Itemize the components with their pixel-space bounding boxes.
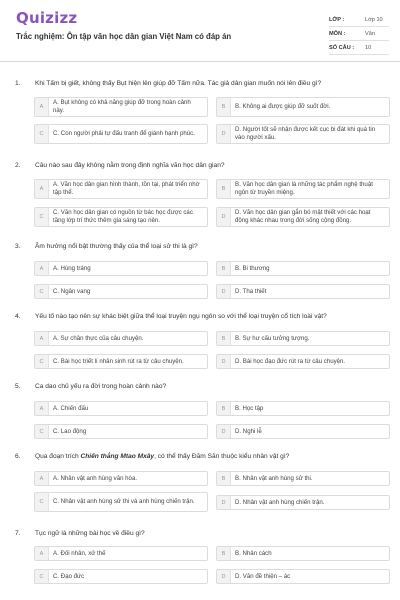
option-letter: A (35, 472, 49, 485)
quizizz-logo[interactable]: Quizizz (16, 9, 78, 27)
option-text: B. Bi thương (235, 264, 270, 272)
option-b[interactable] (216, 261, 390, 276)
option-c[interactable] (34, 569, 208, 584)
question-number: 2. (15, 162, 21, 169)
option-c[interactable] (34, 284, 208, 299)
option-c[interactable] (34, 207, 208, 227)
option-b[interactable] (216, 331, 390, 346)
question-text: Khi Tấm bị giết, không thấy Bụt hiện lên giúp đỡ Tấm nữa. Tác giả dân gian muốn nói lên điều gì? (35, 80, 322, 87)
option-a[interactable] (34, 546, 208, 561)
question-text (35, 453, 385, 460)
option-letter: C (35, 425, 49, 438)
option-text: D. Nhân vật anh hùng chiến trận. (235, 498, 325, 506)
option-letter: B (217, 547, 231, 560)
option-b[interactable] (216, 471, 390, 486)
option-letter: D (217, 125, 231, 143)
option-d[interactable] (216, 284, 390, 299)
option-text: D. Tha thiết (235, 287, 267, 295)
question-text-part: , có thể thấy Đăm Săn thuộc kiểu nhân vật gì? (154, 453, 290, 460)
option-a[interactable] (34, 331, 208, 346)
option-b[interactable] (216, 546, 390, 561)
option-letter: C (35, 285, 49, 298)
option-text: D. Nghi lễ (235, 427, 262, 435)
option-letter: C (35, 570, 49, 583)
option-letter: B (217, 98, 231, 116)
option-text: A. Bụt không có khả năng giúp đỡ trong hoàn cảnh này. (53, 99, 191, 114)
option-letter: C (35, 355, 49, 368)
option-letter: D (217, 425, 231, 438)
option-letter: A (35, 332, 49, 345)
meta-class (329, 13, 389, 27)
option-text: B. Văn học dân gian là những tác phẩm nghệ thuật ngôn từ truyền miệng. (235, 181, 373, 196)
question-count-value: 10 (365, 45, 372, 51)
meta-subject (329, 27, 389, 41)
option-text: C. Ngân vang (53, 287, 91, 295)
option-a[interactable] (34, 401, 208, 416)
option-text: B. Không ai được giúp đỡ suốt đời. (235, 103, 331, 111)
option-letter: C (35, 208, 49, 226)
option-letter: D (217, 496, 231, 509)
option-c[interactable] (34, 124, 208, 144)
option-c[interactable] (34, 424, 208, 439)
option-b[interactable] (216, 97, 390, 117)
option-letter: B (217, 472, 231, 485)
option-text: C. Bài học triết lí nhân sinh rút ra từ câu chuyện. (53, 357, 184, 365)
option-a[interactable] (34, 179, 208, 199)
subject-label: MÔN : (329, 31, 346, 37)
option-letter: D (217, 570, 231, 583)
option-a[interactable] (34, 261, 208, 276)
question-text: Âm hưởng nổi bật thường thấy của thể loại sử thi là gì? (35, 243, 198, 250)
question-number: 3. (15, 243, 21, 250)
option-text: A. Văn học dân gian hình thành, tồn tại, phát triển nhờ tập thể. (53, 181, 200, 196)
option-d[interactable] (216, 495, 390, 510)
option-c[interactable] (34, 354, 208, 369)
question-number: 4. (15, 313, 21, 320)
option-text: D. Văn học dân gian gắn bó mật thiết với các hoạt động khác nhau trong đời sống cộng đồng. (235, 209, 371, 224)
option-letter: A (35, 98, 49, 116)
question-text-part: Qua đoạn trích (35, 453, 81, 460)
question-text: Yếu tố nào tạo nên sự khác biệt giữa thể loại truyện ngụ ngôn so với thể loại truyện cổ tích loài vật? (35, 313, 327, 320)
option-a[interactable] (34, 97, 208, 117)
option-text: A. Đối nhân, xử thế (53, 549, 106, 557)
option-letter: A (35, 547, 49, 560)
option-letter: A (35, 180, 49, 198)
option-text: B. Sự hư cấu tưởng tượng. (235, 334, 310, 342)
option-b[interactable] (216, 401, 390, 416)
option-letter: A (35, 402, 49, 415)
worksheet-header (0, 0, 400, 62)
question-number: 6. (15, 453, 21, 460)
excerpt-title: Chiến thắng Mtao Mxây (80, 453, 155, 460)
class-label: LỚP : (329, 17, 345, 23)
option-letter: B (217, 332, 231, 345)
question-number: 1. (15, 80, 21, 87)
option-text: A. Chiến đấu (53, 404, 89, 412)
option-text: D. Bài học đạo đức rút ra từ câu chuyện. (235, 357, 346, 365)
question-text: Tục ngữ là những bài học về điều gì? (35, 530, 145, 537)
option-letter: B (217, 180, 231, 198)
option-text: A. Sự chân thực của câu chuyện. (53, 334, 144, 342)
question-number: 5. (15, 383, 21, 390)
option-letter: A (35, 262, 49, 275)
quiz-title: Trắc nghiệm: Ôn tập văn học dân gian Việt Nam có đáp án (16, 32, 232, 41)
question-count-label: SỐ CÂU : (329, 45, 355, 51)
option-text: B. Học tập (235, 404, 264, 412)
option-text: C. Nhân vật anh hùng sử thi và anh hùng chiến trận. (53, 498, 195, 506)
option-letter: C (35, 493, 49, 511)
option-letter: D (217, 208, 231, 226)
meta-question-count (329, 41, 389, 55)
option-letter: C (35, 125, 49, 143)
option-d[interactable] (216, 424, 390, 439)
option-text: B. Nhân vật anh hùng sử thi. (235, 474, 313, 482)
option-text: C. Văn học dân gian có nguồn từ bác học được các tầng lớp trí thức thêm gia sáng tạo nên. (53, 209, 193, 224)
option-text: C. Con người phải tự đấu tranh để giành hạnh phúc. (53, 130, 195, 138)
option-text: A. Hùng tráng (53, 264, 91, 272)
option-d[interactable] (216, 569, 390, 584)
class-value: Lớp 10 (365, 17, 383, 23)
option-letter: B (217, 402, 231, 415)
option-text: C. Đạo đức (53, 572, 85, 580)
subject-value: Văn (365, 31, 375, 37)
option-d[interactable] (216, 124, 390, 144)
option-text: A. Nhân vật anh hùng văn hóa. (53, 474, 138, 482)
option-c[interactable] (34, 492, 208, 512)
question-text: Ca dao chủ yếu ra đời trong hoàn cảnh nào? (35, 383, 167, 390)
option-d[interactable] (216, 207, 390, 227)
question-text: Câu nào sau đây không nằm trong định nghĩa văn học dân gian? (35, 162, 225, 169)
option-text: D. Người tốt sẽ nhận được kết cục bi đát khi quá tin vào người xấu. (235, 126, 376, 141)
option-d[interactable] (216, 354, 390, 369)
question-number: 7. (15, 530, 21, 537)
option-b[interactable] (216, 179, 390, 199)
option-text: C. Lao động (53, 427, 87, 435)
option-letter: D (217, 285, 231, 298)
option-letter: D (217, 355, 231, 368)
option-letter: B (217, 262, 231, 275)
option-text: D. Văn đề thiện – ác (235, 572, 291, 580)
option-a[interactable] (34, 471, 208, 486)
option-text: B. Nhân cách (235, 549, 272, 557)
